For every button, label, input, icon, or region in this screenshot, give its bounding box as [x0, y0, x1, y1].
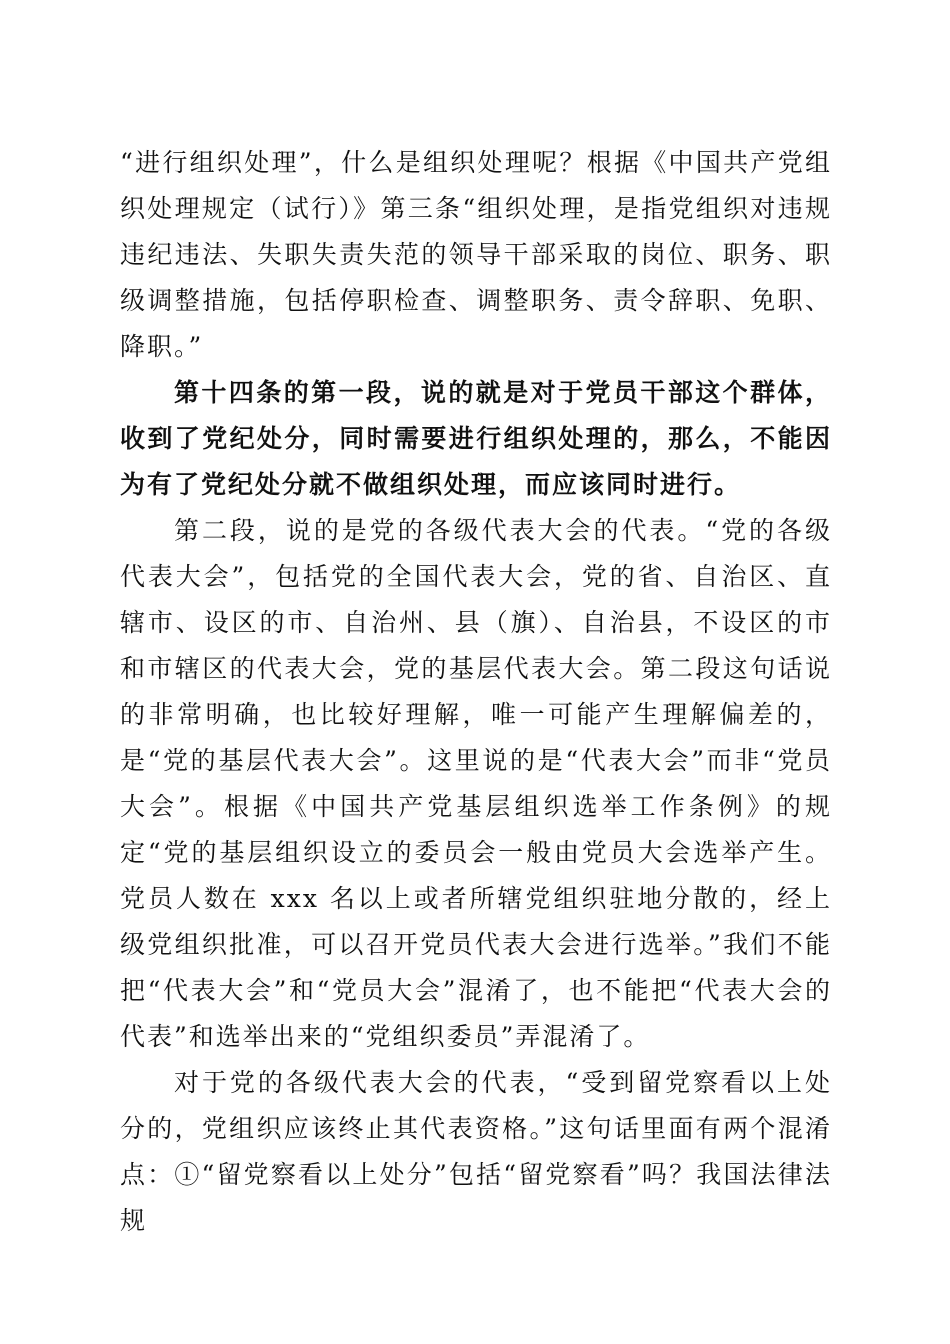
document-body — [120, 140, 832, 1244]
paragraph-organizational-handling: “进行组织处理”，什么是组织处理呢？根据《中国共产党组织处理规定（试行）》第三条“组织处理，是指党组织对违规违纪违法、失职失责失范的领导干部采取的岗位、职务、职级调整措施，包括停职检查、调整职务、责令辞职、免职、降职。” — [120, 148, 832, 361]
paragraph-second-section-congress-delegates: 第二段，说的是党的各级代表大会的代表。“党的各级代表大会”，包括党的全国代表大会，党的省、自治区、直辖市、设区的市、自治州、县（旗）、自治县，不设区的市和市辖区的代表大会，党的基层代表大会。第二段这句话说的非常明确，也比较好理解，唯一可能产生理解偏差的，是“党的基层代表大会”。这里说的是“代表大会”而非“党员大会”。根据《中国共产党基层组织选举工作条例》的规定“党的基层组织设立的委员会一般由党员大会选举产生。党员人数在 xxx 名以上或者所辖党组织驻地分散的，经上级党组织批准，可以召开党员代表大会进行选举。”我们不能把“代表大会”和“党员大会”混淆了，也不能把“代表大会的代表”和选举出来的“党组织委员”弄混淆了。 — [120, 516, 832, 1051]
paragraph-article-fourteen-first-section: 第十四条的第一段，说的就是对于党员干部这个群体，收到了党纪处分，同时需要进行组织处理的，那么，不能因为有了党纪处分就不做组织处理，而应该同时进行。 — [120, 378, 832, 499]
paragraph-delegate-qualification: 对于党的各级代表大会的代表，“受到留党察看以上处分的，党组织应该终止其代表资格。”这句话里面有两个混淆点：①“留党察看以上处分”包括“留党察看”吗？我国法律法规 — [120, 1068, 832, 1235]
